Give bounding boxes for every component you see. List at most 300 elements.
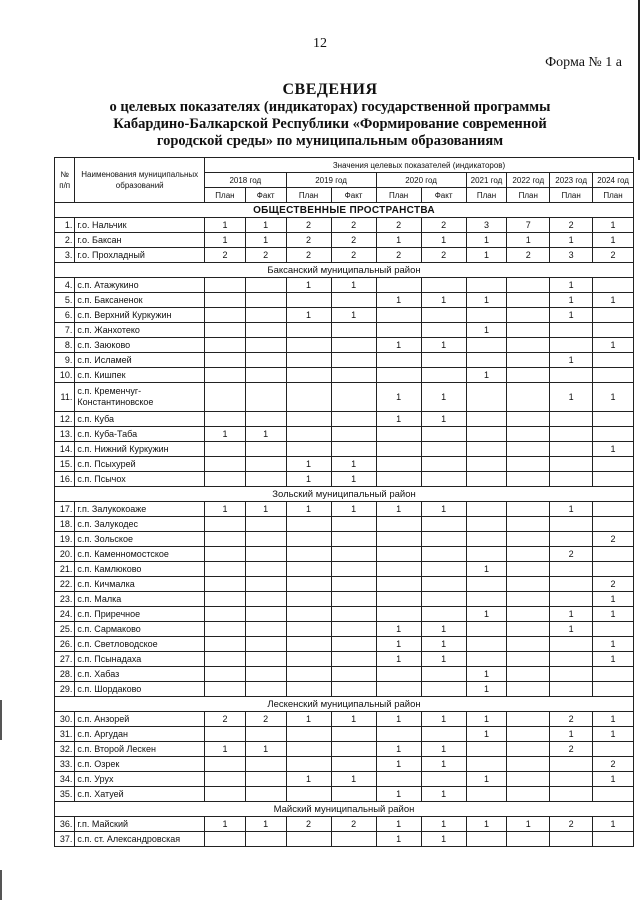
indicator-value (205, 622, 246, 637)
indicator-value: 1 (421, 338, 466, 353)
municipality-name: с.п. Псынадаха (75, 652, 205, 667)
title-line-3: Кабардино-Балкарской Республики «Формирование современной (113, 116, 547, 132)
indicator-value (245, 308, 286, 323)
indicator-value: 1 (245, 502, 286, 517)
indicator-value (376, 278, 421, 293)
indicator-value (245, 383, 286, 412)
title-line-1: СВЕДЕНИЯ (282, 81, 378, 98)
row-number: 3. (55, 248, 75, 263)
indicator-value (376, 323, 421, 338)
header-plan-fact: План (205, 188, 246, 203)
indicator-value (331, 368, 376, 383)
indicator-value (376, 547, 421, 562)
indicator-value (507, 712, 550, 727)
indicator-value: 1 (286, 472, 331, 487)
indicator-value (550, 442, 593, 457)
table-row (55, 787, 634, 802)
indicator-value (507, 278, 550, 293)
indicator-value: 1 (466, 562, 507, 577)
section-header-row (55, 802, 634, 817)
header-municipality: Наименования муниципальных образований (75, 158, 205, 203)
indicator-value (376, 727, 421, 742)
indicator-value (376, 592, 421, 607)
indicator-value (507, 368, 550, 383)
header-year: 2024 год (593, 173, 634, 188)
section-header-row (55, 487, 634, 502)
indicator-value (331, 353, 376, 368)
header-number: № п/п (55, 158, 75, 203)
indicator-value (593, 323, 634, 338)
indicator-value (550, 832, 593, 847)
row-number: 12. (55, 412, 75, 427)
row-number: 4. (55, 278, 75, 293)
indicator-value (593, 502, 634, 517)
indicator-value (205, 517, 246, 532)
indicator-value: 1 (507, 817, 550, 832)
indicator-value (245, 577, 286, 592)
indicator-value (593, 562, 634, 577)
indicator-value (205, 353, 246, 368)
municipality-name: с.п. Куба-Таба (75, 427, 205, 442)
header-plan-fact: План (550, 188, 593, 203)
indicator-value (205, 577, 246, 592)
indicator-value: 1 (466, 727, 507, 742)
header-plan-fact: План (593, 188, 634, 203)
indicator-value: 1 (376, 712, 421, 727)
indicator-value (331, 442, 376, 457)
indicator-value: 1 (550, 353, 593, 368)
municipality-name: с.п. Кишпек (75, 368, 205, 383)
row-number: 35. (55, 787, 75, 802)
indicator-value (507, 412, 550, 427)
indicator-value (331, 562, 376, 577)
indicator-value: 1 (421, 757, 466, 772)
indicator-value (245, 412, 286, 427)
indicator-value (466, 383, 507, 412)
indicator-value: 1 (376, 233, 421, 248)
page-number: 12 (313, 36, 327, 51)
indicator-value (421, 592, 466, 607)
indicator-value (245, 293, 286, 308)
municipality-name: с.п. Заюково (75, 338, 205, 353)
indicator-value: 2 (331, 817, 376, 832)
indicator-value (421, 353, 466, 368)
row-number: 25. (55, 622, 75, 637)
indicator-value (421, 517, 466, 532)
indicator-value (593, 368, 634, 383)
indicator-value: 2 (593, 248, 634, 263)
indicator-value (466, 353, 507, 368)
row-number: 19. (55, 532, 75, 547)
table-row (55, 278, 634, 293)
header-plan-fact: План (507, 188, 550, 203)
indicator-value (466, 412, 507, 427)
indicator-value: 2 (507, 248, 550, 263)
indicator-value: 1 (421, 622, 466, 637)
row-number: 34. (55, 772, 75, 787)
indicator-value (331, 532, 376, 547)
indicator-value (507, 607, 550, 622)
indicator-value (376, 353, 421, 368)
indicators-table (54, 157, 634, 847)
indicator-value (376, 427, 421, 442)
table-row (55, 532, 634, 547)
table-row (55, 667, 634, 682)
table-row (55, 772, 634, 787)
indicator-value (507, 338, 550, 353)
indicator-value: 1 (466, 667, 507, 682)
indicator-value: 2 (376, 218, 421, 233)
indicator-value (286, 682, 331, 697)
indicator-value: 2 (205, 248, 246, 263)
municipality-name: с.п. Светловодское (75, 637, 205, 652)
indicator-value: 1 (376, 338, 421, 353)
indicator-value: 1 (421, 502, 466, 517)
table-row (55, 427, 634, 442)
indicator-value (376, 562, 421, 577)
indicator-value (421, 607, 466, 622)
municipality-name: с.п. Малка (75, 592, 205, 607)
indicator-value (286, 427, 331, 442)
indicator-value (507, 652, 550, 667)
indicator-value (421, 323, 466, 338)
indicator-value: 1 (593, 607, 634, 622)
indicator-value: 3 (550, 248, 593, 263)
indicator-value (331, 622, 376, 637)
municipality-name: г.п. Залукокоаже (75, 502, 205, 517)
indicator-value (466, 757, 507, 772)
row-number: 16. (55, 472, 75, 487)
indicator-value (421, 472, 466, 487)
indicator-value (245, 562, 286, 577)
indicator-value (376, 308, 421, 323)
indicator-value: 2 (550, 547, 593, 562)
indicator-value (205, 338, 246, 353)
indicator-value (507, 832, 550, 847)
indicator-value: 1 (421, 742, 466, 757)
municipality-name: с.п. Баксаненок (75, 293, 205, 308)
row-number: 8. (55, 338, 75, 353)
indicator-value (421, 562, 466, 577)
indicator-value (507, 622, 550, 637)
form-label: Форма № 1 а (545, 55, 622, 70)
indicator-value (286, 338, 331, 353)
row-number: 2. (55, 233, 75, 248)
indicator-value: 1 (466, 712, 507, 727)
table-row (55, 562, 634, 577)
indicator-value: 1 (205, 233, 246, 248)
indicator-value: 1 (331, 712, 376, 727)
indicator-value: 1 (245, 218, 286, 233)
indicator-value: 1 (205, 742, 246, 757)
indicator-value: 1 (466, 368, 507, 383)
indicator-value (286, 353, 331, 368)
indicator-value (593, 278, 634, 293)
indicator-value: 2 (593, 532, 634, 547)
indicator-value (507, 457, 550, 472)
indicator-value: 2 (593, 757, 634, 772)
indicator-value (286, 787, 331, 802)
indicator-value (507, 442, 550, 457)
indicator-value (466, 457, 507, 472)
municipality-name: с.п. Второй Лескен (75, 742, 205, 757)
municipality-name: с.п. Псыхурей (75, 457, 205, 472)
indicator-value (593, 622, 634, 637)
indicator-value (331, 682, 376, 697)
indicator-value (205, 727, 246, 742)
indicator-value: 7 (507, 218, 550, 233)
indicator-value (466, 532, 507, 547)
indicator-value: 1 (550, 502, 593, 517)
indicator-value (286, 368, 331, 383)
indicator-value (286, 652, 331, 667)
row-number: 1. (55, 218, 75, 233)
indicator-value (205, 442, 246, 457)
section-header-row (55, 697, 634, 712)
indicator-value (205, 383, 246, 412)
indicator-value (550, 592, 593, 607)
indicator-value (245, 787, 286, 802)
row-number: 29. (55, 682, 75, 697)
indicator-value (507, 682, 550, 697)
indicator-value (421, 727, 466, 742)
section-title: Зольский муниципальный район (55, 487, 634, 502)
row-number: 10. (55, 368, 75, 383)
indicator-value (507, 592, 550, 607)
indicator-value: 1 (331, 472, 376, 487)
table-row (55, 442, 634, 457)
indicator-value: 1 (421, 817, 466, 832)
indicator-value: 2 (550, 742, 593, 757)
row-number: 21. (55, 562, 75, 577)
indicator-value: 1 (550, 383, 593, 412)
indicator-value: 1 (466, 682, 507, 697)
indicator-value: 1 (245, 742, 286, 757)
indicator-value (550, 412, 593, 427)
indicator-value (466, 652, 507, 667)
row-number: 13. (55, 427, 75, 442)
section-title: Баксанский муниципальный район (55, 263, 634, 278)
indicator-value: 1 (507, 233, 550, 248)
indicator-value: 1 (593, 652, 634, 667)
table-row (55, 652, 634, 667)
indicator-value: 2 (286, 233, 331, 248)
indicator-value (376, 517, 421, 532)
indicator-value (507, 472, 550, 487)
indicator-value: 1 (205, 218, 246, 233)
indicator-value (205, 832, 246, 847)
indicator-value (466, 472, 507, 487)
indicator-value: 1 (286, 502, 331, 517)
indicator-value (245, 323, 286, 338)
municipality-name: г.п. Майский (75, 817, 205, 832)
indicator-value (550, 368, 593, 383)
indicator-value (593, 308, 634, 323)
indicator-value (421, 682, 466, 697)
indicator-value (245, 368, 286, 383)
indicator-value (245, 547, 286, 562)
indicator-value (593, 667, 634, 682)
municipality-name: с.п. Зольское (75, 532, 205, 547)
indicator-value (507, 787, 550, 802)
row-number: 28. (55, 667, 75, 682)
header-year: 2022 год (507, 173, 550, 188)
indicator-value (550, 637, 593, 652)
indicator-value: 2 (331, 248, 376, 263)
municipality-name: с.п. Нижний Куркужин (75, 442, 205, 457)
municipality-name: с.п. Залукодес (75, 517, 205, 532)
indicator-value (550, 532, 593, 547)
indicator-value (550, 772, 593, 787)
municipality-name: с.п. Каменномостское (75, 547, 205, 562)
indicator-value (245, 278, 286, 293)
indicator-value (286, 757, 331, 772)
indicator-value (507, 532, 550, 547)
scan-margin-mark (0, 870, 2, 900)
row-number: 6. (55, 308, 75, 323)
indicator-value (593, 832, 634, 847)
indicator-value (376, 457, 421, 472)
section-header-row (55, 263, 634, 278)
indicator-value (245, 442, 286, 457)
table-row (55, 293, 634, 308)
indicator-value (205, 592, 246, 607)
indicator-value (331, 607, 376, 622)
indicator-value: 1 (593, 727, 634, 742)
table-row (55, 323, 634, 338)
document-title (0, 80, 640, 150)
indicator-value (593, 742, 634, 757)
indicator-value (550, 577, 593, 592)
table-row (55, 607, 634, 622)
indicator-value (507, 742, 550, 757)
indicator-value (593, 412, 634, 427)
indicator-value (421, 368, 466, 383)
indicator-value (245, 637, 286, 652)
indicator-value (331, 427, 376, 442)
indicator-value (286, 442, 331, 457)
indicator-value: 2 (376, 248, 421, 263)
indicator-value (205, 652, 246, 667)
indicator-value (245, 592, 286, 607)
indicator-value: 1 (376, 757, 421, 772)
indicator-value: 1 (376, 817, 421, 832)
indicator-value (286, 383, 331, 412)
header-plan-fact: План (466, 188, 507, 203)
indicator-value (205, 457, 246, 472)
indicator-value: 2 (550, 712, 593, 727)
municipality-name: с.п. Кичмалка (75, 577, 205, 592)
indicator-value (245, 457, 286, 472)
indicator-value (550, 652, 593, 667)
indicator-value (507, 727, 550, 742)
row-number: 5. (55, 293, 75, 308)
indicator-value (245, 338, 286, 353)
indicator-value (286, 637, 331, 652)
indicator-value (286, 622, 331, 637)
table-row (55, 517, 634, 532)
indicator-value (205, 323, 246, 338)
municipality-name: с.п. Анзорей (75, 712, 205, 727)
indicator-value: 1 (593, 817, 634, 832)
table-row (55, 338, 634, 353)
indicator-value (331, 293, 376, 308)
section-title: Лескенский муниципальный район (55, 697, 634, 712)
indicator-value: 1 (466, 233, 507, 248)
indicator-value (376, 772, 421, 787)
indicator-value: 1 (205, 502, 246, 517)
indicator-value (331, 517, 376, 532)
indicator-value (466, 502, 507, 517)
indicator-value (205, 368, 246, 383)
indicator-value (331, 757, 376, 772)
indicator-value: 1 (376, 787, 421, 802)
indicator-value (205, 308, 246, 323)
indicator-value (331, 412, 376, 427)
indicator-value (205, 667, 246, 682)
indicator-value: 1 (593, 383, 634, 412)
indicator-value: 1 (593, 338, 634, 353)
indicator-value (550, 472, 593, 487)
indicator-value: 1 (466, 607, 507, 622)
table-row (55, 592, 634, 607)
indicator-value (286, 727, 331, 742)
indicator-value (205, 562, 246, 577)
table-row (55, 547, 634, 562)
indicator-value: 1 (593, 637, 634, 652)
indicator-value (205, 412, 246, 427)
row-number: 24. (55, 607, 75, 622)
indicator-value (421, 427, 466, 442)
row-number: 17. (55, 502, 75, 517)
indicator-value (421, 547, 466, 562)
indicator-value: 1 (466, 817, 507, 832)
indicator-value (205, 757, 246, 772)
table-row (55, 757, 634, 772)
row-number: 9. (55, 353, 75, 368)
indicator-value (466, 338, 507, 353)
municipality-name: с.п. Камлюково (75, 562, 205, 577)
indicator-value (593, 353, 634, 368)
indicator-value: 1 (550, 278, 593, 293)
indicator-value (331, 592, 376, 607)
header-plan-fact: Факт (421, 188, 466, 203)
indicator-value (286, 412, 331, 427)
municipality-name: с.п. Озрек (75, 757, 205, 772)
table-row (55, 248, 634, 263)
indicator-value (507, 637, 550, 652)
indicator-value: 2 (286, 248, 331, 263)
row-number: 27. (55, 652, 75, 667)
indicator-value: 1 (205, 427, 246, 442)
indicator-value (507, 353, 550, 368)
indicator-value (376, 607, 421, 622)
indicator-value (331, 652, 376, 667)
indicator-value: 1 (421, 233, 466, 248)
table-row (55, 742, 634, 757)
indicator-value (205, 278, 246, 293)
indicator-value: 1 (593, 293, 634, 308)
indicator-value (376, 577, 421, 592)
indicator-value: 1 (331, 772, 376, 787)
municipality-name: с.п. Урух (75, 772, 205, 787)
indicator-value (331, 637, 376, 652)
indicator-value: 1 (286, 278, 331, 293)
indicator-value (205, 532, 246, 547)
indicator-value (421, 667, 466, 682)
indicator-value: 1 (205, 817, 246, 832)
table-row (55, 353, 634, 368)
